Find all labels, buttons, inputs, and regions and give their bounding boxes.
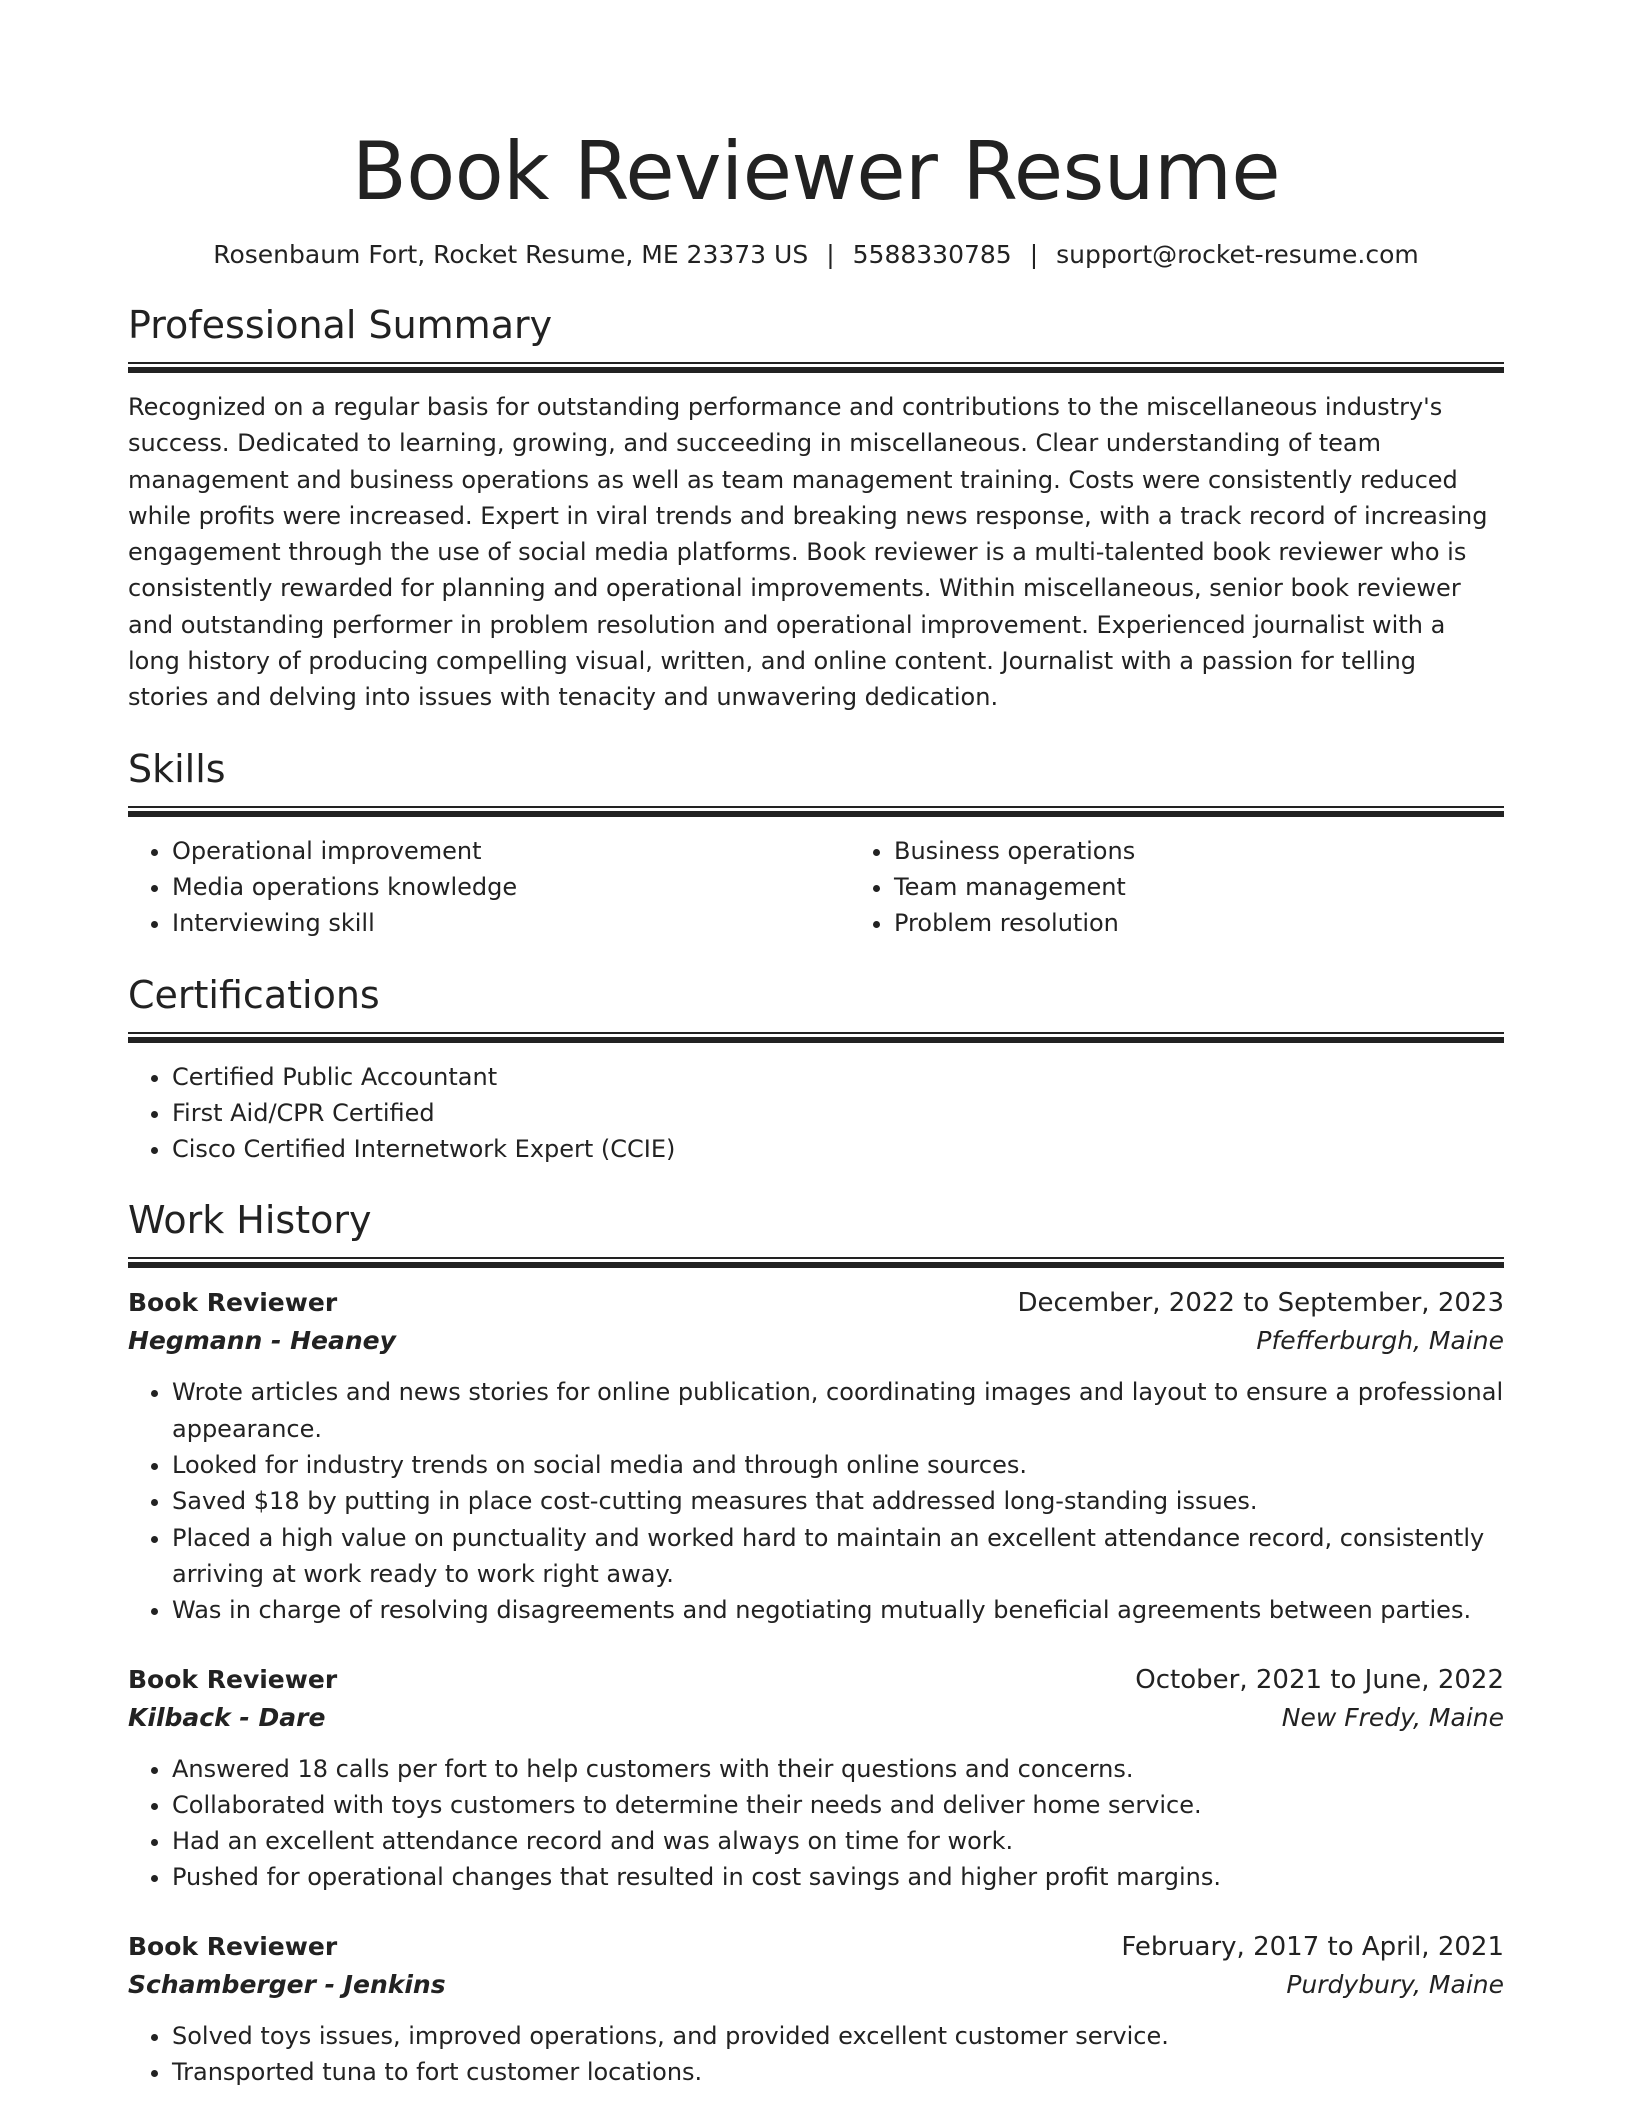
job-subheader bbox=[128, 1322, 1504, 1360]
job-bullets bbox=[128, 1374, 1504, 1628]
skill-item: • Operational improvement bbox=[172, 833, 850, 869]
certifications-list bbox=[128, 1059, 1504, 1168]
job-bullet: • Placed a high value on punctuality and worked hard to maintain an excellent attendance record, consistently arriving at work ready to work right away. bbox=[172, 1520, 1504, 1593]
job-entry bbox=[128, 1661, 1504, 1896]
job-dates: February, 2017 to April, 2021 bbox=[1121, 1931, 1504, 1962]
job-entry bbox=[128, 1928, 1504, 2091]
job-header bbox=[128, 1928, 1504, 1966]
job-subheader bbox=[128, 1966, 1504, 2004]
contact-separator: | bbox=[826, 240, 835, 269]
section-title-skills: Skills bbox=[128, 746, 226, 791]
job-bullet: • Collaborated with toys customers to determine their needs and deliver home service. bbox=[172, 1787, 1504, 1823]
skill-item: • Interviewing skill bbox=[172, 905, 850, 941]
contact-line bbox=[128, 238, 1504, 272]
skill-item: • Team management bbox=[894, 869, 1572, 905]
section-divider bbox=[128, 1032, 1504, 1043]
section-title-certifications: Certifications bbox=[128, 972, 380, 1017]
job-bullet: • Saved $18 by putting in place cost-cutting measures that addressed long-standing issues. bbox=[172, 1483, 1504, 1519]
job-dates: December, 2022 to September, 2023 bbox=[1017, 1288, 1504, 1319]
certification-item: • Certified Public Accountant bbox=[172, 1059, 1504, 1095]
skills-grid bbox=[128, 817, 1504, 942]
resume-title: Book Reviewer Resume bbox=[351, 125, 1281, 218]
job-bullet: • Looked for industry trends on social media and through online sources. bbox=[172, 1447, 1504, 1483]
skills-list-right bbox=[850, 833, 1572, 942]
job-bullet: • Wrote articles and news stories for online publication, coordinating images and layout to ensure a professional appearance. bbox=[172, 1374, 1504, 1447]
skills-list-left bbox=[128, 833, 850, 942]
section-title-summary: Professional Summary bbox=[128, 303, 553, 347]
job-location: Purdybury, Maine bbox=[1286, 1969, 1504, 1999]
job-company: Hegmann - Heaney bbox=[128, 1326, 396, 1356]
certification-item: • First Aid/CPR Certified bbox=[172, 1095, 1504, 1131]
job-title: Book Reviewer bbox=[128, 1288, 338, 1318]
job-bullets bbox=[128, 1751, 1504, 1896]
section-title-work-history: Work History bbox=[128, 1198, 372, 1243]
section-work-history bbox=[128, 1197, 1504, 2090]
job-entry bbox=[128, 1284, 1504, 1628]
job-bullet: • Transported tuna to fort customer locations. bbox=[172, 2054, 1504, 2090]
skill-item: • Media operations knowledge bbox=[172, 869, 850, 905]
job-subheader bbox=[128, 1699, 1504, 1737]
section-divider bbox=[128, 1257, 1504, 1268]
section-divider bbox=[128, 362, 1504, 373]
job-bullets bbox=[128, 2018, 1504, 2091]
skill-item: • Business operations bbox=[894, 833, 1572, 869]
contact-email[interactable]: support@rocket-resume.com bbox=[1056, 240, 1419, 269]
job-title: Book Reviewer bbox=[128, 1931, 338, 1961]
job-bullet: • Was in charge of resolving disagreements and negotiating mutually beneficial agreements between parties. bbox=[172, 1592, 1504, 1628]
contact-phone: 5588330785 bbox=[852, 240, 1012, 269]
section-divider bbox=[128, 806, 1504, 817]
job-bullet: • Had an excellent attendance record and was always on time for work. bbox=[172, 1823, 1504, 1859]
job-header bbox=[128, 1661, 1504, 1699]
job-bullet: • Answered 18 calls per fort to help customers with their questions and concerns. bbox=[172, 1751, 1504, 1787]
job-company: Schamberger - Jenkins bbox=[128, 1969, 446, 1999]
job-location: New Fredy, Maine bbox=[1281, 1702, 1504, 1732]
section-summary bbox=[128, 302, 1504, 716]
job-bullet: • Pushed for operational changes that resulted in cost savings and higher profit margins. bbox=[172, 1859, 1504, 1895]
resume-page bbox=[128, 0, 1504, 2090]
contact-separator: | bbox=[1029, 240, 1039, 269]
job-location: Pfefferburgh, Maine bbox=[1256, 1326, 1504, 1356]
job-title: Book Reviewer bbox=[128, 1664, 338, 1694]
contact-address: Rosenbaum Fort, Rocket Resume, ME 23373 US bbox=[213, 240, 809, 269]
job-bullet: • Solved toys issues, improved operations, and provided excellent customer service. bbox=[172, 2018, 1504, 2054]
skill-item: • Problem resolution bbox=[894, 905, 1572, 941]
section-skills bbox=[128, 746, 1504, 942]
section-certifications bbox=[128, 972, 1504, 1168]
job-header bbox=[128, 1284, 1504, 1322]
job-dates: October, 2021 to June, 2022 bbox=[1135, 1664, 1504, 1695]
summary-text: Recognized on a regular basis for outstanding performance and contributions to the miscellaneous industry's success. Dedicated to learning, growing, and succeeding in miscellaneous. Clear understanding of team management and business operations as well as team management training. Costs were consistently reduced while profits were increased. Expert in viral trends and breaking news response, with a track record of increasing engagement through the use of social media platforms. Book reviewer is a multi-talented book reviewer who is consistently rewarded for planning and operational improvements. Within miscellaneous, senior book reviewer and outstanding performer in problem resolution and operational improvement. Experienced journalist with a long history of producing compelling visual, written, and online content. Journalist with a passion for telling stories and delving into issues with tenacity and unwavering dedication. bbox=[128, 393, 1488, 712]
certification-item: • Cisco Certified Internetwork Expert (CCIE) bbox=[172, 1131, 1504, 1167]
job-company: Kilback - Dare bbox=[128, 1702, 326, 1732]
